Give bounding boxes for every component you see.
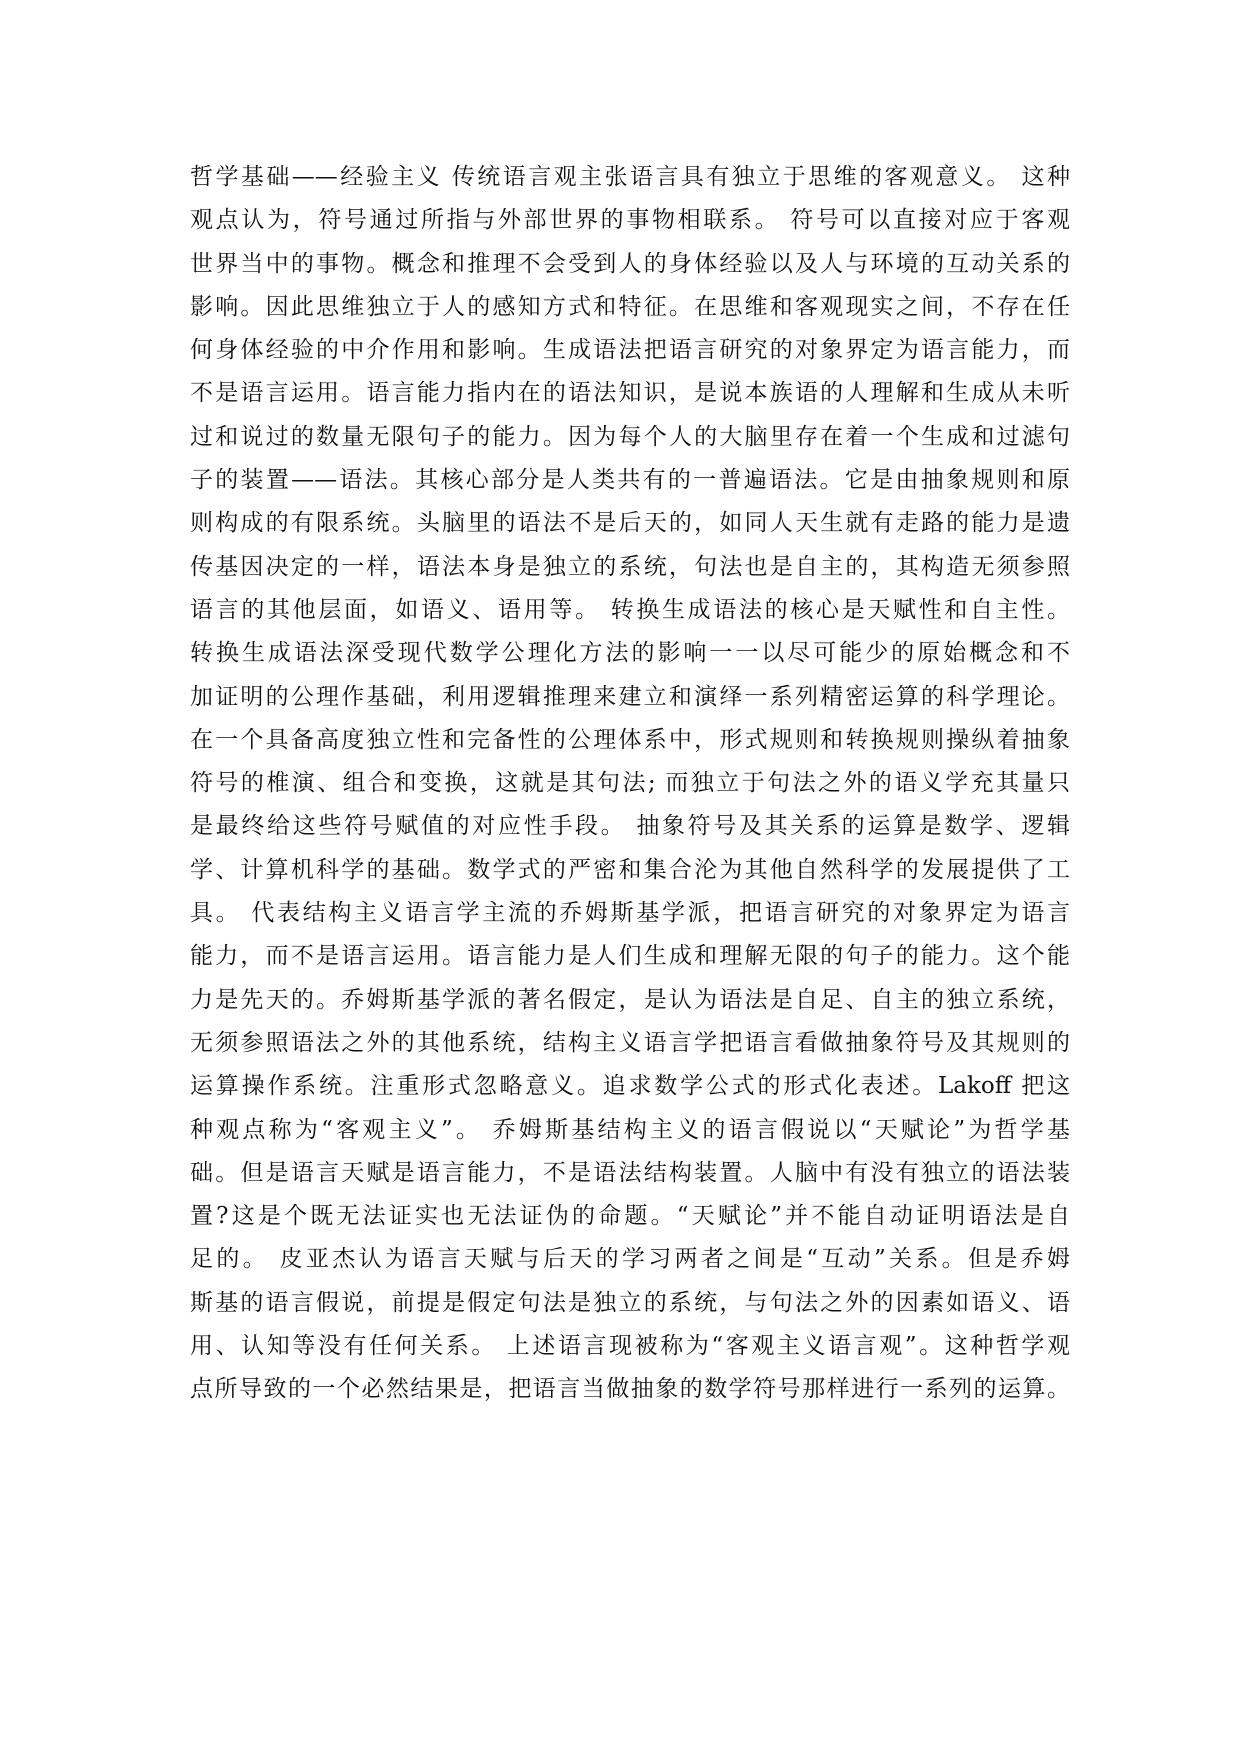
text-line: 子的装置——语法。其核心部分是人类共有的一普遍语法。它是由抽象规则和原 bbox=[190, 467, 1070, 494]
text-line: 学、计算机科学的基础。数学式的严密和集合沦为其他自然科学的发展提供了工 bbox=[190, 856, 1070, 883]
text-line: 哲学基础——经验主义 传统语言观主张语言具有独立于思维的客观意义。 这种 bbox=[190, 164, 1070, 190]
text-line: 斯基的语言假说，前提是假定句法是独立的系统，与句法之外的因素如语义、语 bbox=[190, 1289, 1070, 1316]
text-line: 则构成的有限系统。头脑里的语法不是后天的，如同人天生就有走路的能力是遗 bbox=[190, 510, 1070, 537]
text-line: 种观点称为“客观主义”。 乔姆斯基结构主义的语言假说以“天赋论”为哲学基 bbox=[190, 1116, 1070, 1143]
text-line: 在一个具备高度独立性和完备性的公理体系中，形式规则和转换规则操纵着抽象 bbox=[190, 726, 1070, 753]
text-line: 世界当中的事物。概念和推理不会受到人的身体经验以及人与环境的互动关系的 bbox=[190, 250, 1070, 277]
text-line: 础。但是语言天赋是语言能力，不是语法结构装置。人脑中有没有独立的语法装 bbox=[190, 1159, 1070, 1186]
text-line: 不是语言运用。语言能力指内在的语法知识，是说本族语的人理解和生成从未听 bbox=[190, 380, 1070, 407]
body-text bbox=[190, 156, 1070, 1412]
text-line: 用、认知等没有任何关系。 上述语言现被称为“客观主义语言观”。这种哲学观 bbox=[190, 1333, 1070, 1360]
text-line: 置?这是个既无法证实也无法证伪的命题。“天赋论”并不能自动证明语法是自 bbox=[190, 1203, 1070, 1230]
text-line: 是最终给这些符号赋值的对应性手段。 抽象符号及其关系的运算是数学、逻辑 bbox=[190, 813, 1070, 840]
text-line: 过和说过的数量无限句子的能力。因为每个人的大脑里存在着一个生成和过滤句 bbox=[190, 423, 1070, 450]
text-line: 具。 代表结构主义语言学主流的乔姆斯基学派，把语言研究的对象界定为语言 bbox=[190, 900, 1070, 927]
text-line: 加证明的公理作基础，利用逻辑推理来建立和演绎一系列精密运算的科学理论。 bbox=[190, 683, 1070, 710]
text-line: 能力，而不是语言运用。语言能力是人们生成和理解无限的句子的能力。这个能 bbox=[190, 943, 1070, 970]
text-line: 观点认为，符号通过所指与外部世界的事物相联系。 符号可以直接对应于客观 bbox=[190, 207, 1070, 234]
text-line: 影响。因此思维独立于人的感知方式和特征。在思维和客观现实之间，不存在任 bbox=[190, 293, 1070, 320]
text-line: 点所导致的一个必然结果是，把语言当做抽象的数学符号那样进行一系列的运算。 bbox=[190, 1376, 1070, 1403]
text-line: 何身体经验的中介作用和影响。生成语法把语言研究的对象界定为语言能力，而 bbox=[190, 337, 1070, 364]
text-line: 运算操作系统。注重形式忽略意义。追求数学公式的形式化表述。Lakoff 把这 bbox=[190, 1073, 1070, 1100]
text-line: 传基因决定的一样，语法本身是独立的系统，句法也是自主的，其构造无须参照 bbox=[190, 553, 1070, 580]
text-line: 力是先天的。乔姆斯基学派的著名假定，是认为语法是自足、自主的独立系统， bbox=[190, 986, 1070, 1013]
text-line: 足的。 皮亚杰认为语言天赋与后天的学习两者之间是“互动”关系。但是乔姆 bbox=[190, 1246, 1070, 1273]
text-line: 无须参照语法之外的其他系统，结构主义语言学把语言看做抽象符号及其规则的 bbox=[190, 1029, 1070, 1056]
text-line: 语言的其他层面，如语义、语用等。 转换生成语法的核心是天赋性和自主性。 bbox=[190, 596, 1070, 623]
text-line: 符号的椎演、组合和变换，这就是其句法; 而独立于句法之外的语义学充其量只 bbox=[190, 770, 1070, 797]
text-line: 转换生成语法深受现代数学公理化方法的影响一一以尽可能少的原始概念和不 bbox=[190, 640, 1070, 667]
